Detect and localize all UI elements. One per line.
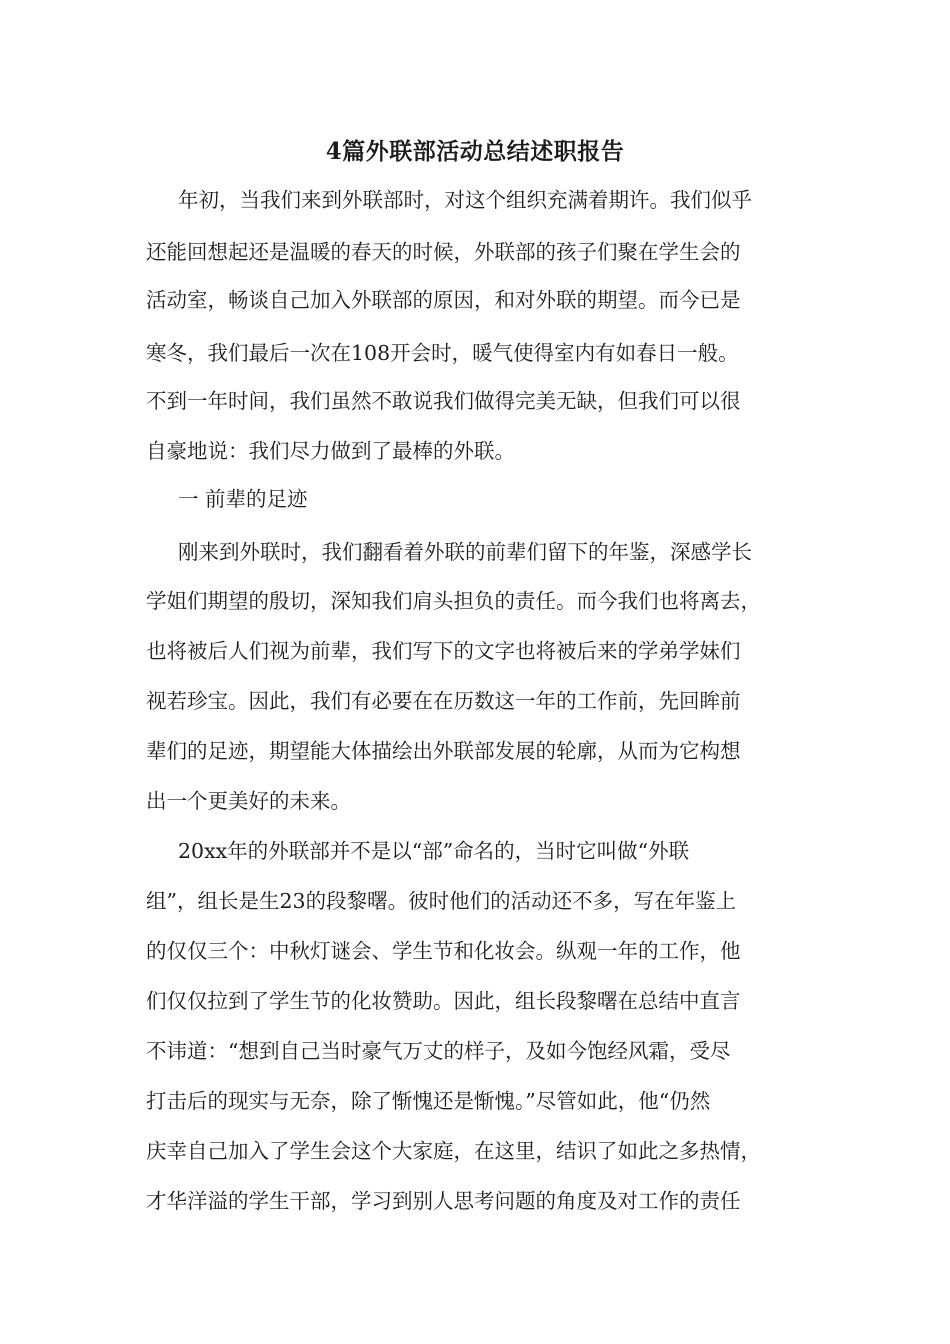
paragraph-line: 年初，当我们来到外联部时，对这个组织充满着期许。我们似乎 xyxy=(178,188,752,212)
paragraph-line: 的仅仅三个：中秋灯谜会、学生节和化妆会。纵观一年的工作，他 xyxy=(146,939,741,963)
paragraph-line: 寒冬，我们最后一次在108开会时，暖气使得室内有如春日一般。 xyxy=(146,341,739,365)
paragraph-line: 也将被后人们视为前辈，我们写下的文字也将被后来的学弟学妹们 xyxy=(146,639,741,663)
paragraph-line: 才华洋溢的学生干部，学习到别人思考问题的角度及对工作的责任 xyxy=(146,1189,741,1213)
paragraph-line: 组”，组长是生23的段黎曙。彼时他们的活动还不多，写在年鉴上 xyxy=(146,889,737,913)
paragraph-line: 活动室，畅谈自己加入外联部的原因，和对外联的期望。而今已是 xyxy=(146,288,741,312)
paragraph-line: 们仅仅拉到了学生节的化妆赞助。因此，组长段黎曙在总结中直言 xyxy=(146,989,741,1013)
paragraph-line: 还能回想起还是温暖的春天的时候，外联部的孩子们聚在学生会的 xyxy=(146,240,741,264)
paragraph-line: 出一个更美好的未来。 xyxy=(146,789,351,813)
paragraph-line: 打击后的现实与无奈，除了惭愧还是惭愧。”尽管如此，他“仍然 xyxy=(146,1089,711,1113)
paragraph-line: 辈们的足迹，期望能大体描绘出外联部发展的轮廓，从而为它构想 xyxy=(146,739,741,763)
section-heading: 一 前辈的足迹 xyxy=(178,487,308,511)
paragraph-line: 视若珍宝。因此，我们有必要在在历数这一年的工作前，先回眸前 xyxy=(146,689,741,713)
paragraph-line: 不讳道：“想到自己当时豪气万丈的样子，及如今饱经风霜，受尽 xyxy=(146,1039,731,1063)
paragraph-line: 刚来到外联时，我们翻看着外联的前辈们留下的年鉴，深感学长 xyxy=(178,540,752,564)
document-title: 4篇外联部活动总结述职报告 xyxy=(325,138,625,165)
paragraph-line: 不到一年时间，我们虽然不敢说我们做得完美无缺，但我们可以很 xyxy=(146,389,741,413)
paragraph-line: 自豪地说：我们尽力做到了最棒的外联。 xyxy=(146,439,515,463)
paragraph-line: 20xx年的外联部并不是以“部”命名的，当时它叫做“外联 xyxy=(178,839,690,863)
paragraph-line: 学姐们期望的殷切，深知我们肩头担负的责任。而今我们也将离去， xyxy=(146,589,761,613)
paragraph-line: 庆幸自己加入了学生会这个大家庭，在这里，结识了如此之多热情， xyxy=(146,1139,761,1163)
